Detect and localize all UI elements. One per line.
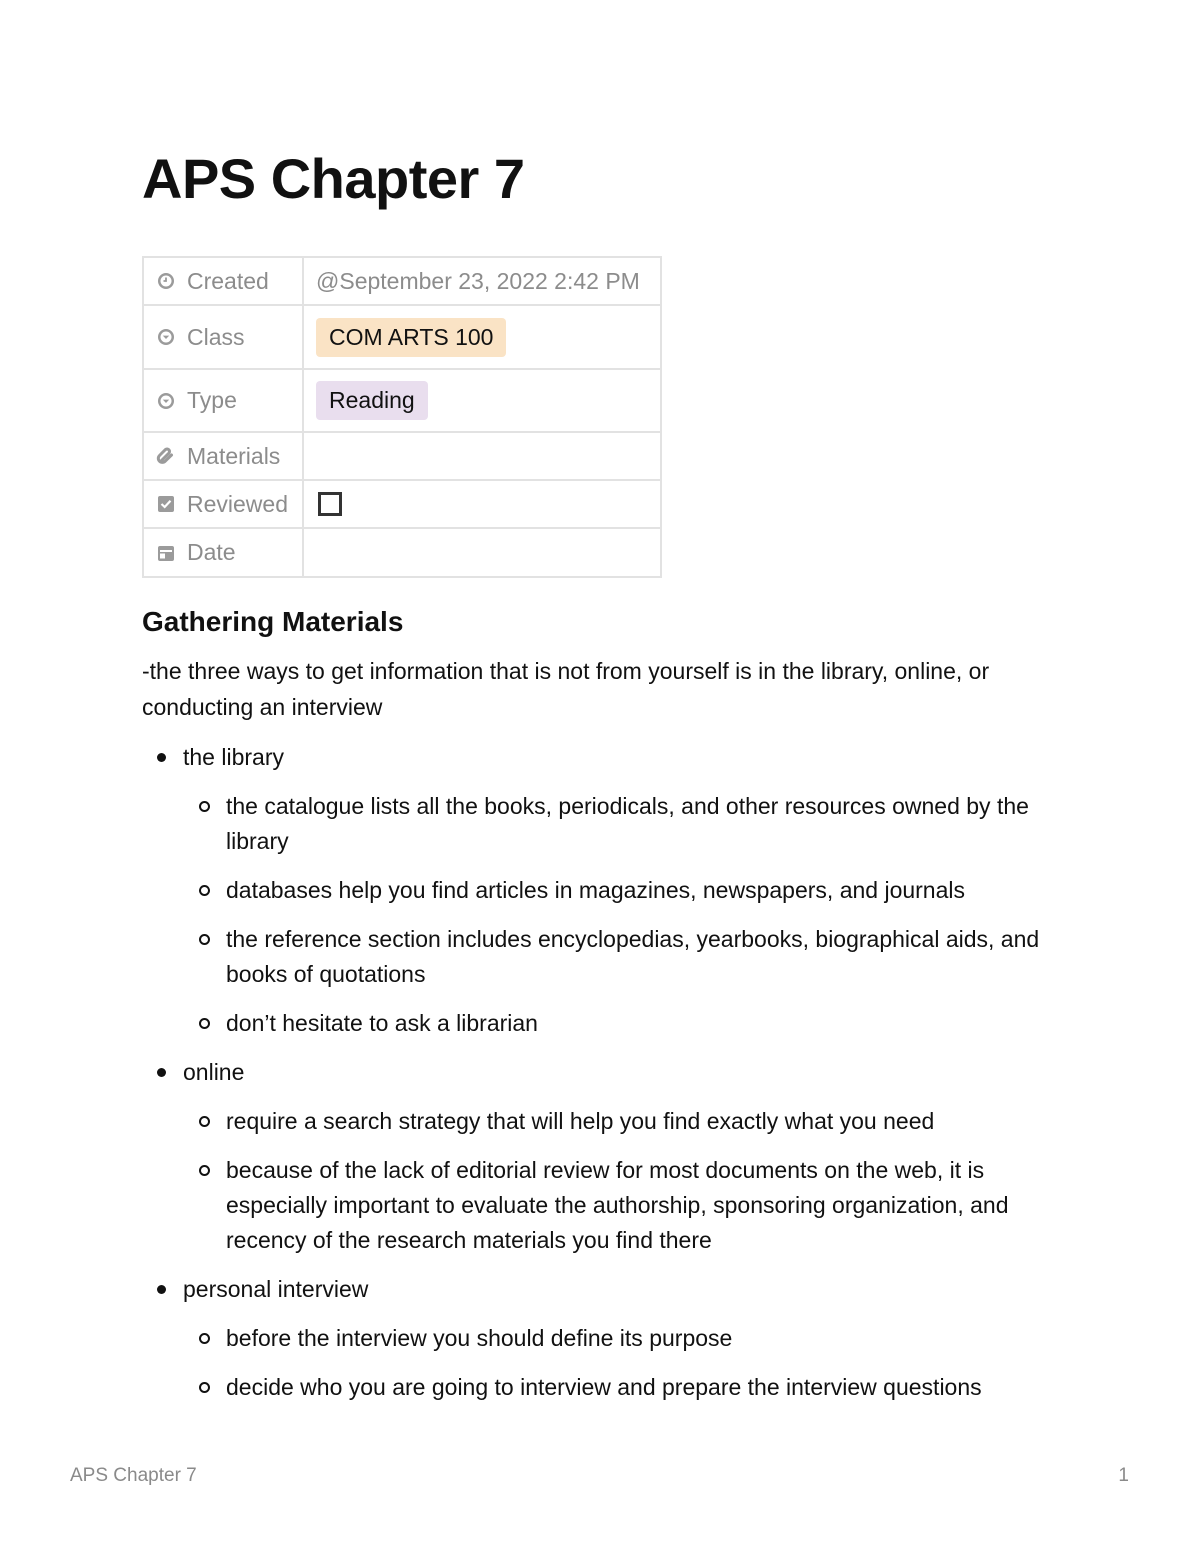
- property-row-created: [143, 257, 661, 305]
- reviewed-checkbox[interactable]: [318, 492, 342, 516]
- class-tag[interactable]: COM ARTS 100: [316, 318, 506, 357]
- hollow-bullet-icon: [199, 1333, 210, 1344]
- property-row-class: [143, 305, 661, 369]
- hollow-bullet-icon: [199, 801, 210, 812]
- sub-list-item: decide who you are going to interview and prepare the interview questions: [142, 1370, 1082, 1405]
- property-key-reviewed: Reviewed: [187, 490, 288, 517]
- sub-list-item: the catalogue lists all the books, periodicals, and other resources owned by the library: [142, 789, 1082, 859]
- hollow-bullet-icon: [199, 1018, 210, 1029]
- footer-title: APS Chapter 7: [70, 1465, 197, 1486]
- bullet-icon: [157, 1285, 166, 1294]
- list-item: personal interview: [142, 1272, 1082, 1307]
- hollow-bullet-icon: [199, 885, 210, 896]
- paperclip-icon: [156, 446, 176, 466]
- bullet-list: [142, 740, 1082, 1419]
- select-icon: [156, 327, 176, 347]
- section-heading: Gathering Materials: [142, 606, 404, 637]
- property-row-reviewed: [143, 480, 661, 528]
- checkbox-property-icon: [156, 494, 176, 514]
- select-icon: [156, 391, 176, 411]
- calendar-icon: [156, 543, 176, 563]
- property-row-date: [143, 528, 661, 577]
- list-item: online: [142, 1055, 1082, 1090]
- clock-icon: [156, 271, 176, 291]
- list-item: the library: [142, 740, 1082, 775]
- bullet-icon: [157, 753, 166, 762]
- sub-list-item: don’t hesitate to ask a librarian: [142, 1006, 1082, 1041]
- property-key-created: Created: [187, 267, 269, 294]
- property-key-class: Class: [187, 323, 245, 350]
- hollow-bullet-icon: [199, 1165, 210, 1176]
- page-title: APS Chapter 7: [142, 147, 525, 210]
- created-value[interactable]: @September 23, 2022 2:42 PM: [316, 267, 640, 294]
- properties-table: [142, 256, 662, 578]
- property-key-materials: Materials: [187, 442, 281, 469]
- sub-list-item: before the interview you should define its purpose: [142, 1321, 1082, 1356]
- hollow-bullet-icon: [199, 1116, 210, 1127]
- sub-list-item: databases help you find articles in magazines, newspapers, and journals: [142, 873, 1082, 908]
- property-row-materials: [143, 432, 661, 480]
- bullet-icon: [157, 1068, 166, 1077]
- property-row-type: [143, 369, 661, 432]
- hollow-bullet-icon: [199, 1382, 210, 1393]
- sub-list-item: require a search strategy that will help you find exactly what you need: [142, 1104, 1082, 1139]
- sub-list-item: the reference section includes encyclopedias, yearbooks, biographical aids, and books of quotations: [142, 922, 1082, 992]
- page-number: 1: [1118, 1465, 1129, 1486]
- property-key-type: Type: [187, 387, 237, 413]
- intro-paragraph: -the three ways to get information that is not from yourself is in the library, online, or conducting an interview: [142, 658, 990, 720]
- property-key-date: Date: [187, 539, 236, 565]
- sub-list-item: because of the lack of editorial review for most documents on the web, it is especially important to evaluate the authorship, sponsoring organization, and recency of the research materials you find there: [142, 1153, 1082, 1258]
- type-tag[interactable]: Reading: [316, 381, 428, 420]
- hollow-bullet-icon: [199, 934, 210, 945]
